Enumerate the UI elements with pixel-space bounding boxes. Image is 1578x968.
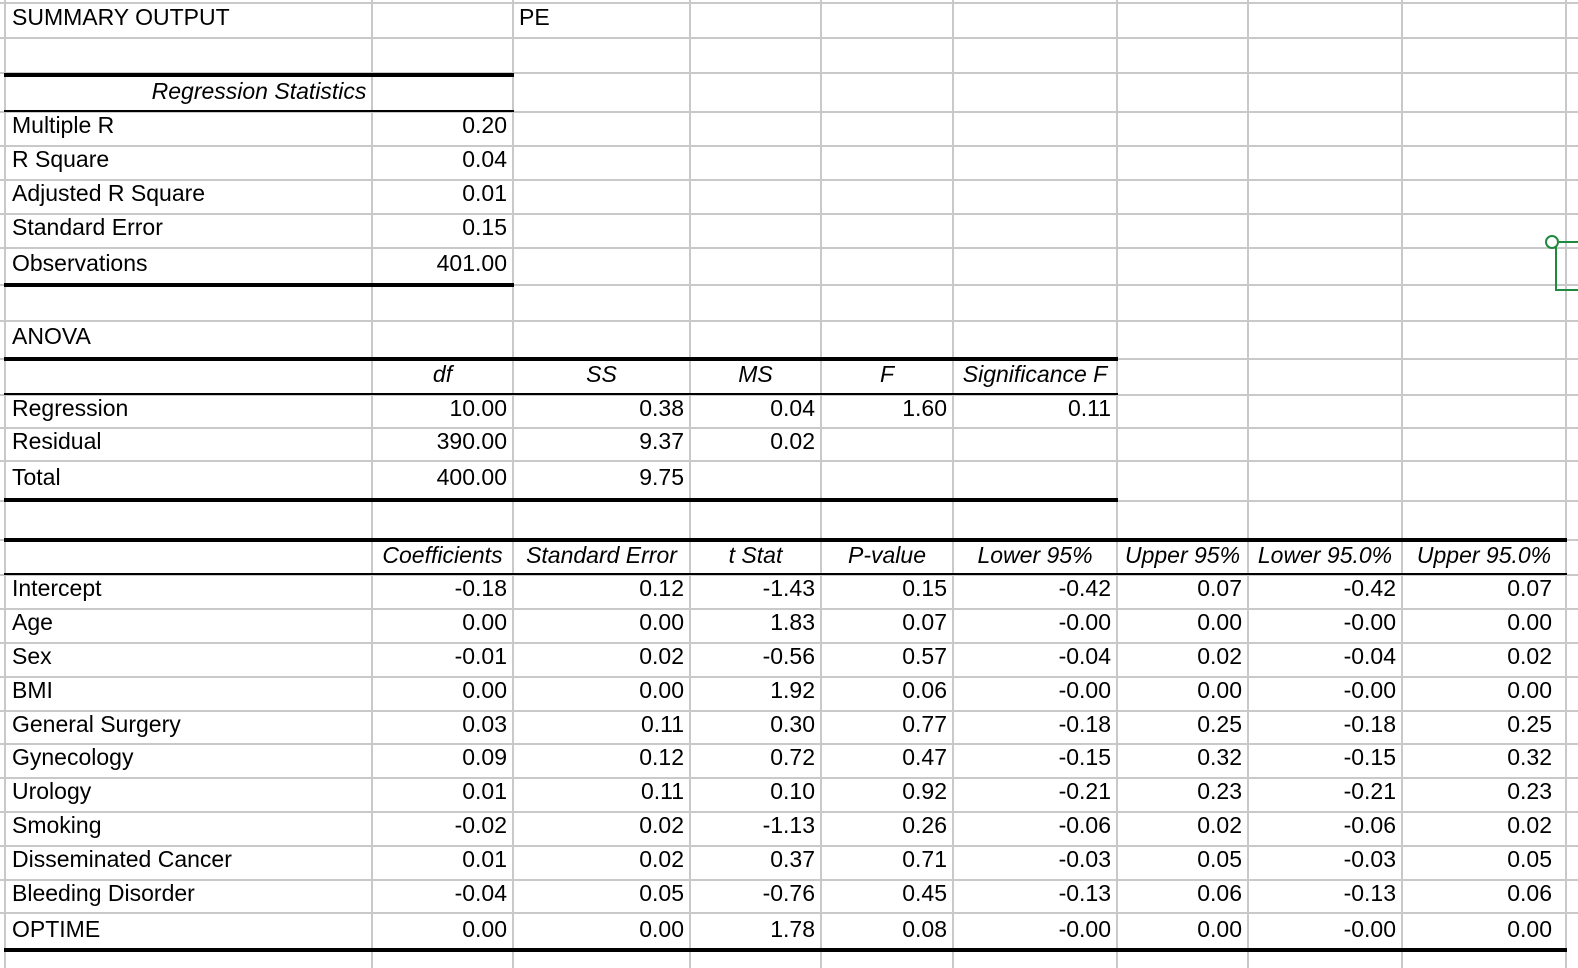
fill-handle-icon[interactable] [1545,235,1559,249]
regstats-bottom-border [4,283,514,287]
coef-cell[interactable]: 0.02 [1197,812,1242,838]
coef-cell[interactable]: 0.06 [1197,880,1242,906]
anova-cell[interactable]: 9.37 [639,428,684,454]
coef-row-label[interactable]: Age [12,609,53,635]
coef-cell[interactable]: 0.00 [639,609,684,635]
coef-cell[interactable]: 0.00 [1507,609,1552,635]
anova-cell[interactable]: 9.75 [639,464,684,490]
coef-header[interactable]: t Stat [728,542,783,568]
coef-cell[interactable]: 0.00 [1197,609,1242,635]
coef-cell[interactable]: 0.12 [639,744,684,770]
coef-row-label[interactable]: Disseminated Cancer [12,846,232,872]
selection-border [1559,241,1578,243]
coef-cell[interactable]: -0.00 [1058,609,1111,635]
anova-title[interactable]: ANOVA [12,323,91,349]
coef-cell[interactable]: -0.02 [454,812,507,838]
anova-header[interactable]: F [879,361,895,387]
regstats-label[interactable]: Observations [12,250,148,276]
coef-header[interactable]: P-value [848,542,926,568]
coef-bottom-border [4,948,1567,952]
coef-header[interactable]: Lower 95.0% [1257,542,1393,568]
coef-cell[interactable]: 0.45 [902,880,947,906]
coef-cell[interactable]: 0.37 [770,846,815,872]
coef-cell[interactable]: 0.25 [1197,711,1242,737]
coef-cell[interactable]: 0.06 [1507,880,1552,906]
coef-row-label[interactable]: OPTIME [12,916,101,942]
coef-header[interactable]: Standard Error [526,542,677,568]
coef-cell[interactable]: 0.26 [902,812,947,838]
coef-cell[interactable]: -0.00 [1343,916,1396,942]
regstats-label[interactable]: Multiple R [12,112,115,138]
coef-cell[interactable]: 0.30 [770,711,815,737]
anova-cell[interactable]: 0.04 [770,395,815,421]
anova-bottom-border [4,498,1118,502]
coef-cell[interactable]: 0.77 [902,711,947,737]
coef-cell[interactable]: 0.05 [639,880,684,906]
coef-cell[interactable]: -0.21 [1058,778,1111,804]
anova-header[interactable]: MS [738,361,773,387]
coef-cell[interactable]: -0.15 [1058,744,1111,770]
summary-title[interactable]: SUMMARY OUTPUT [12,4,230,30]
coef-header[interactable]: Coefficients [382,542,503,568]
coef-cell[interactable]: 0.92 [902,778,947,804]
coef-header[interactable]: Upper 95% [1124,542,1241,568]
coef-cell[interactable]: 0.02 [639,643,684,669]
anova-cell[interactable]: 10.00 [449,395,507,421]
coef-cell[interactable]: 0.57 [902,643,947,669]
selection-border [1555,247,1578,291]
coef-cell[interactable]: 0.08 [902,916,947,942]
coef-row-label[interactable]: Smoking [12,812,102,838]
coef-cell[interactable]: 0.23 [1507,778,1552,804]
coef-cell[interactable]: 0.72 [770,744,815,770]
coef-cell[interactable]: -0.13 [1058,880,1111,906]
coef-cell[interactable]: -0.00 [1343,609,1396,635]
coef-cell[interactable]: -0.76 [762,880,815,906]
coef-cell[interactable]: 0.25 [1507,711,1552,737]
coef-cell[interactable]: 0.11 [640,778,684,804]
coef-cell[interactable]: 0.12 [639,575,684,601]
regression-statistics-header[interactable]: Regression Statistics [151,78,367,104]
coef-cell[interactable]: 0.00 [1197,677,1242,703]
anova-row-label[interactable]: Regression [12,395,129,421]
coef-cell[interactable]: 0.05 [1197,846,1242,872]
regstats-label[interactable]: Standard Error [12,214,163,240]
coef-cell[interactable]: 0.02 [1507,812,1552,838]
coef-cell[interactable]: 0.47 [902,744,947,770]
coef-cell[interactable]: 0.00 [462,916,507,942]
anova-cell[interactable]: 0.38 [639,395,684,421]
coef-cell[interactable]: -0.15 [1343,744,1396,770]
coef-cell[interactable]: -0.18 [454,575,507,601]
anova-header[interactable]: df [432,361,453,387]
coef-cell[interactable]: 0.00 [639,916,684,942]
dependent-variable-label[interactable]: PE [519,4,550,30]
coef-cell[interactable]: 0.00 [1197,916,1242,942]
coef-cell[interactable]: 0.00 [639,677,684,703]
coef-cell[interactable]: 0.02 [639,812,684,838]
anova-cell[interactable]: 0.11 [1067,395,1111,421]
coef-cell[interactable]: -1.13 [762,812,815,838]
coef-cell[interactable]: -0.04 [1343,643,1396,669]
coef-cell[interactable]: 1.83 [770,609,815,635]
coef-cell[interactable]: 0.02 [1507,643,1552,669]
coef-header[interactable]: Upper 95.0% [1416,542,1552,568]
anova-cell[interactable]: 390.00 [436,428,507,454]
regstats-value[interactable]: 0.20 [462,112,507,138]
coef-cell[interactable]: 0.71 [902,846,947,872]
coef-row-label[interactable]: Sex [12,643,52,669]
coef-cell[interactable]: 0.05 [1507,846,1552,872]
coef-cell[interactable]: 0.01 [462,846,507,872]
regstats-value[interactable]: 0.04 [462,146,507,172]
coef-header[interactable]: Lower 95% [977,542,1093,568]
anova-header[interactable]: Significance F [962,361,1108,387]
anova-cell[interactable]: 400.00 [436,464,507,490]
coef-cell[interactable]: 0.06 [902,677,947,703]
coef-cell[interactable]: -0.21 [1343,778,1396,804]
coef-cell[interactable]: 0.09 [462,744,507,770]
coef-cell[interactable]: 0.32 [1197,744,1242,770]
coef-row-label[interactable]: Intercept [12,575,102,601]
coef-cell[interactable]: -0.56 [762,643,815,669]
coef-cell[interactable]: 1.92 [770,677,815,703]
coef-cell[interactable]: 0.03 [462,711,507,737]
coef-cell[interactable]: 0.01 [462,778,507,804]
regstats-value[interactable]: 401.00 [436,250,507,276]
anova-header[interactable]: SS [586,361,617,387]
anova-row-label[interactable]: Total [12,464,61,490]
coef-cell[interactable]: 0.00 [1507,916,1552,942]
coef-cell[interactable]: 0.07 [1507,575,1552,601]
coef-cell[interactable]: -0.06 [1343,812,1396,838]
regstats-value[interactable]: 0.15 [462,214,507,240]
anova-row-label[interactable]: Residual [12,428,102,454]
coef-cell[interactable]: -0.03 [1343,846,1396,872]
coef-cell[interactable]: 1.78 [770,916,815,942]
coef-cell[interactable]: -0.42 [1343,575,1396,601]
coef-cell[interactable]: -0.01 [454,643,507,669]
coef-cell[interactable]: 0.02 [639,846,684,872]
regstats-label[interactable]: Adjusted R Square [12,180,206,206]
coef-cell[interactable]: 0.10 [770,778,815,804]
coef-cell[interactable]: 0.07 [902,609,947,635]
coef-row-label[interactable]: BMI [12,677,53,703]
coef-row-label[interactable]: Bleeding Disorder [12,880,195,906]
coef-row-label[interactable]: Urology [12,778,92,804]
coef-cell[interactable]: 0.07 [1197,575,1242,601]
coef-cell[interactable]: -0.04 [1058,643,1111,669]
coef-cell[interactable]: -0.00 [1343,677,1396,703]
coef-row-label[interactable]: Gynecology [12,744,134,770]
coef-cell[interactable]: -0.00 [1058,916,1111,942]
coef-cell[interactable]: -1.43 [762,575,815,601]
coef-cell[interactable]: -0.03 [1058,846,1111,872]
coef-cell[interactable]: 0.00 [462,609,507,635]
coef-cell[interactable]: -0.00 [1058,677,1111,703]
coef-cell[interactable]: 0.23 [1197,778,1242,804]
gridline [0,37,1578,39]
coef-cell[interactable]: 0.00 [462,677,507,703]
coef-cell[interactable]: 0.32 [1507,744,1552,770]
coef-cell[interactable]: -0.06 [1058,812,1111,838]
coef-cell[interactable]: -0.04 [454,880,507,906]
coef-row-label[interactable]: General Surgery [12,711,181,737]
regstats-label[interactable]: R Square [12,146,110,172]
coef-cell[interactable]: -0.18 [1058,711,1111,737]
coef-cell[interactable]: 0.15 [902,575,947,601]
anova-cell[interactable]: 1.60 [902,395,947,421]
coef-cell[interactable]: -0.18 [1343,711,1396,737]
coef-cell[interactable]: 0.02 [1197,643,1242,669]
coef-cell[interactable]: -0.42 [1058,575,1111,601]
coef-cell[interactable]: -0.13 [1343,880,1396,906]
coef-cell[interactable]: 0.00 [1507,677,1552,703]
anova-cell[interactable]: 0.02 [770,428,815,454]
regstats-value[interactable]: 0.01 [462,180,507,206]
coef-cell[interactable]: 0.11 [640,711,684,737]
